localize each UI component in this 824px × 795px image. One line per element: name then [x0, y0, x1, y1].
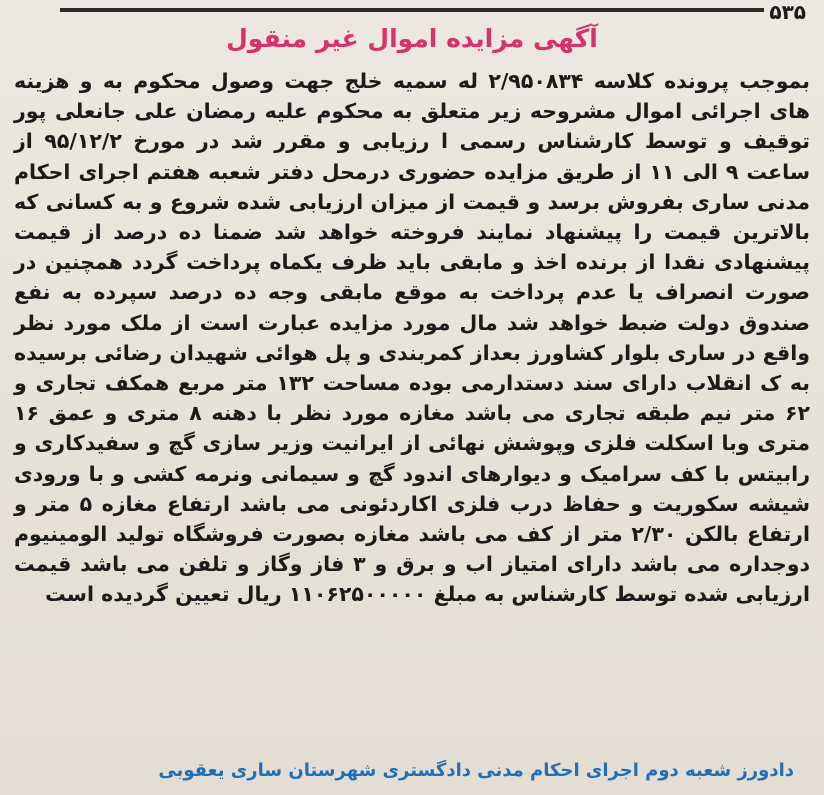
issuer-signature: دادورز شعبه دوم اجرای احکام مدنی دادگستری شهرستان ساری یعقوبی — [158, 760, 794, 781]
notice-number: ۵۳۵ — [769, 0, 806, 24]
top-rule — [60, 8, 764, 12]
notice-title: آگهی مزایده اموال غیر منقول — [226, 24, 598, 53]
notice-body: بموجب پرونده کلاسه ۲/۹۵۰۸۳۴ له سمیه خلج جهت وصول محکوم به و هزینه های اجرائی اموال مشروحه زیر متعلق به محکوم علیه رمضان علی جانعلی پور توقیف و توسط کارشناس رسمی ا رزیابی و مقرر شد در مورخ ۹۵/۱۲/۲ از ساعت ۹ الی ۱۱ از طریق مزایده حضوری درمحل دفتر شعبه هفتم اجرای احکام مدنی ساری بفروش برسد و قیمت از میزان ارزیابی شده شروع و به کسانی که بالاترین قیمت را پیشنهاد نمایند فروخته خواهد شد ضمنا ده درصد از قیمت پیشنهادی نقدا از برنده اخذ و مابقی باید ظرف یکماه پرداخت گردد همچنین در صورت انصراف یا عدم پرداخت به موقع مابقی وجه ده درصد سپرده به نفع صندوق دولت ضبط خواهد شد مال مورد مزایده عبارت است از ملک مورد نظر واقع در ساری بلوار کشاورز بعداز کمربندی و پل هوائی شهیدان رضائی برسیده به ک انقلاب دارای سند دستدارمی بوده مساحت ۱۳۲ متر مربع همکف تجاری و ۶۲ متر نیم طبقه تجاری می باشد مغازه مورد نظر با دهنه ۸ متری و عمق ۱۶ متری وبا اسکلت فلزی وپوشش نهائی از ایرانیت وزیر سازی گچ و سفیدکاری و رابیتس با کف سرامیک و دیوارهای اندود گچ و سیمانی ونرمه کشی و با ورودی شیشه سکوریت و حفاظ درب فلزی اکاردئونی می باشد ارتفاع مغازه ۵ متر و ارتفاع بالکن ۲/۳۰ متر از کف می باشد مغازه بصورت فروشگاه تولید الومینیوم دوجداره می باشد دارای امتیاز اب و برق و ۳ فاز وگاز و تلفن می باشد قیمت ارزیابی شده توسط کارشناس به مبلغ ۱۱۰۶۲۵۰۰۰۰۰ ریال تعیین گردیده است — [14, 69, 811, 607]
